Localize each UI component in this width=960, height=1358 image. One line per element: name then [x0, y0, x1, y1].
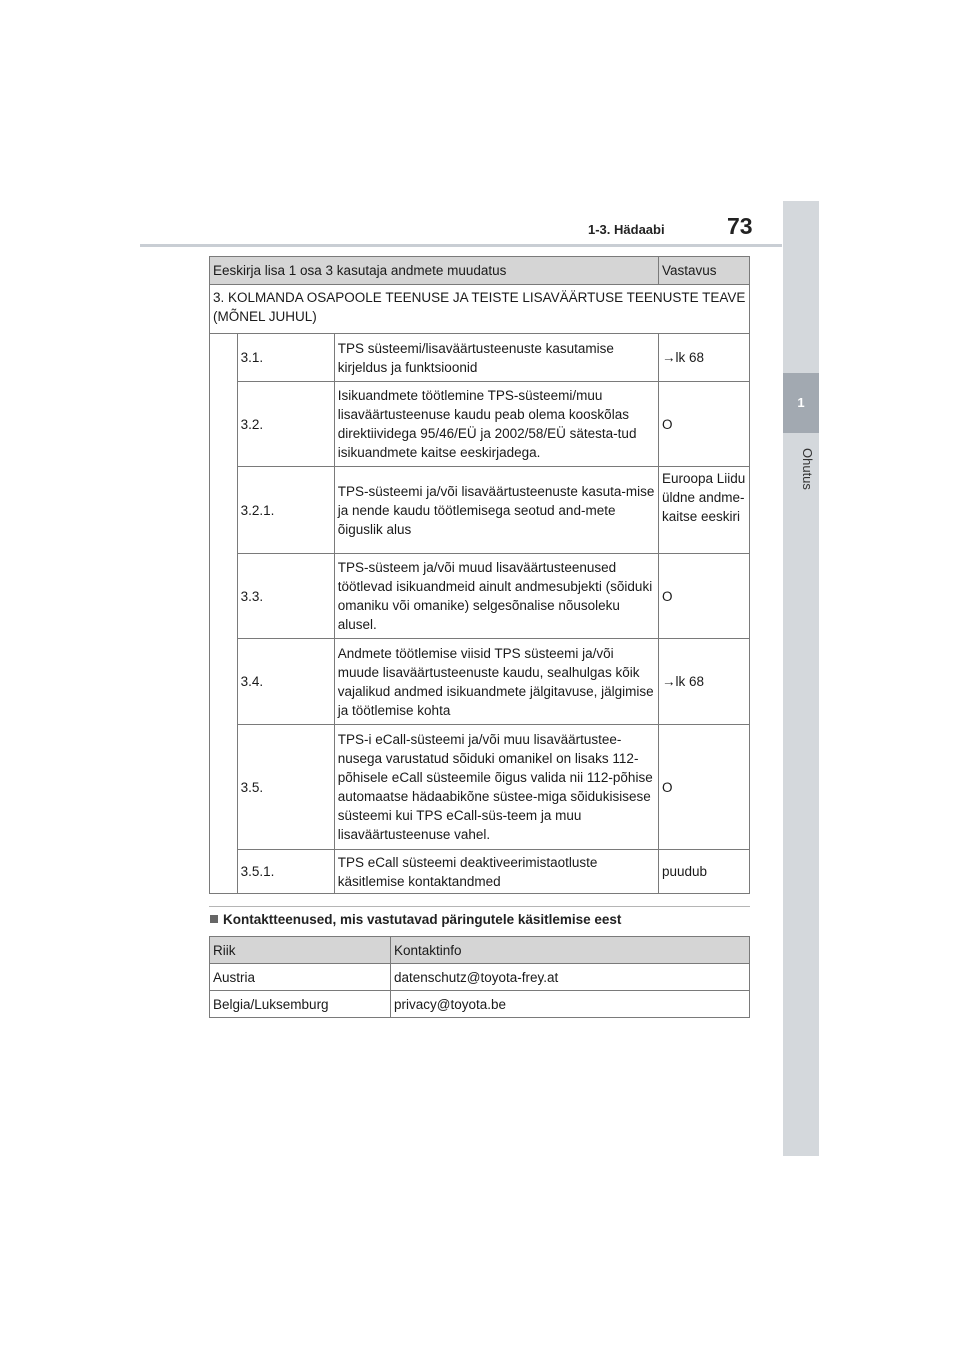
contact-table [209, 936, 750, 1018]
header-divider [140, 244, 782, 247]
row-text: Andmete töötlemise viisid TPS süsteemi ja/või muude lisaväärtusteenuste kaudu, sealhulgas kõik vajalikud andmed isikuandmete jälgitavuse, jälgimise ja töötlemise kohta [334, 639, 658, 725]
section-row [210, 285, 750, 334]
row-text: TPS eCall süsteemi deaktiveerimistaotluste käsitlemise kontaktandmed [334, 850, 658, 894]
row-id: 3.5.1. [237, 850, 334, 894]
contact-heading-text: Kontaktteenused, mis vastutavad päringutele käsitlemise eest [223, 912, 622, 927]
row-id: 3.2.1. [237, 467, 334, 554]
row-ref: O [658, 554, 749, 639]
header-contact: Kontaktinfo [391, 937, 750, 964]
table-row [210, 725, 750, 850]
row-text: TPS süsteemi/lisaväärtusteenuste kasutamise kirjeldus ja funktsioonid [334, 334, 658, 382]
table-row [210, 991, 750, 1018]
bullet-square-icon [210, 915, 218, 923]
table-row [210, 850, 750, 894]
row-ref: O [658, 382, 749, 467]
table-row [210, 467, 750, 554]
table-row [210, 334, 750, 382]
header-change: Eeskirja lisa 1 osa 3 kasutaja andmete muudatus [210, 257, 659, 285]
row-ref: puudub [658, 850, 749, 894]
table-row [210, 964, 750, 991]
row-text: TPS-süsteem ja/või muud lisaväärtusteenused töötlevad isikuandmeid ainult andmesubjekti (sõiduki omaniku või omanike) selgesõnalise nõusoleku alusel. [334, 554, 658, 639]
table-header-row [210, 937, 750, 964]
row-text: Isikuandmete töötlemine TPS-süsteemi/muu lisaväärtusteenuse kaudu peab olema kooskõlas direktiividega 95/46/EÜ ja 2002/58/EÜ sätesta-tud isikuandmete kaitse eeskirjadega. [334, 382, 658, 467]
contact-cell: datenschutz@toyota-frey.at [391, 964, 750, 991]
country-cell: Belgia/Luksemburg [210, 991, 391, 1018]
table-row [210, 554, 750, 639]
section-divider [209, 906, 750, 907]
row-id: 3.2. [237, 382, 334, 467]
header-compliance: Vastavus [658, 257, 749, 285]
row-ref: →lk 68 [658, 639, 749, 725]
row-id: 3.1. [237, 334, 334, 382]
contact-heading [210, 912, 621, 927]
row-text: TPS-i eCall-süsteemi ja/või muu lisaväärtustee-nusega varustatud sõiduki omanikel on lisaks 112-põhisele eCall süsteemile õigus valida nii 112-põhise automaatse hädaabikõne süstee-miga sõidukisisese süsteemi kui TPS eCall-süs-teem ja muu lisaväärtusteenuse vahel. [334, 725, 658, 850]
side-tab-number: 1 [783, 373, 819, 433]
row-ref: O [658, 725, 749, 850]
table-row [210, 639, 750, 725]
regulation-table [209, 256, 750, 894]
row-id: 3.3. [237, 554, 334, 639]
table-header-row [210, 257, 750, 285]
table-row [210, 382, 750, 467]
section-title-cell: 3. KOLMANDA OSAPOOLE TEENUSE JA TEISTE LISAVÄÄRTUSE TEENUSTE TEAVE (MÕNEL JUHUL) [210, 285, 750, 334]
section-title: 1-3. Hädaabi [588, 222, 665, 237]
row-text: TPS-süsteemi ja/või lisaväärtusteenuste kasuta-mise ja nende kaudu töötlemisega seotud and-mete õiguslik alus [334, 467, 658, 554]
side-tab-label: Ohutus [800, 448, 815, 490]
indent-cell [210, 334, 238, 894]
row-id: 3.4. [237, 639, 334, 725]
country-cell: Austria [210, 964, 391, 991]
contact-cell: privacy@toyota.be [391, 991, 750, 1018]
header-country: Riik [210, 937, 391, 964]
page-number: 73 [727, 213, 753, 239]
side-tab [783, 201, 819, 1156]
row-ref: Euroopa Liidu üldne andme-kaitse eeskiri [658, 467, 749, 554]
row-id: 3.5. [237, 725, 334, 850]
row-ref: →lk 68 [658, 334, 749, 382]
